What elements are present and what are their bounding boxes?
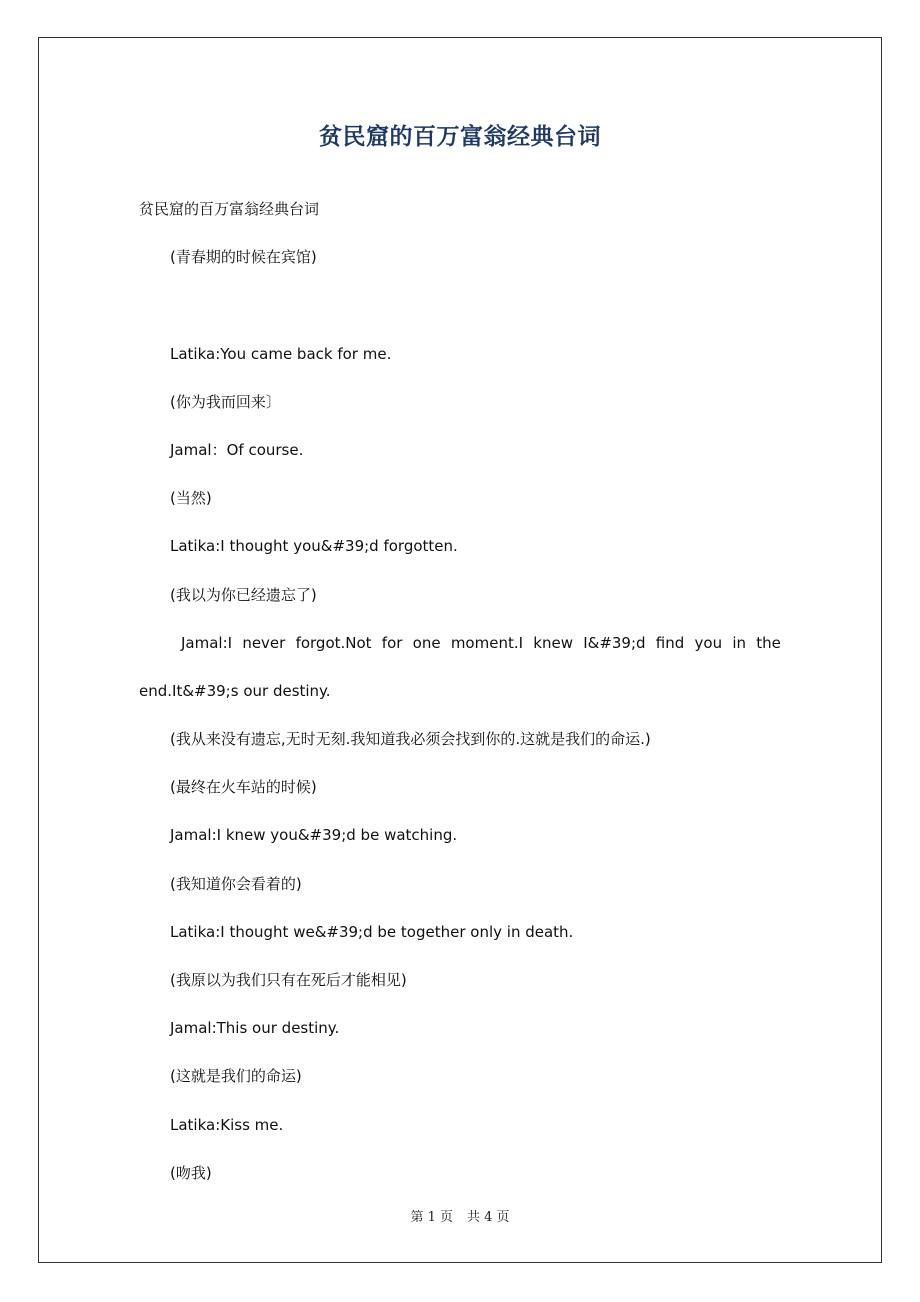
document-body [139, 197, 781, 1209]
page-number: 第 1 页 [410, 1210, 453, 1225]
paragraph-word: in [732, 633, 746, 652]
body-line: (青春期的时候在宾馆) [170, 248, 317, 267]
document-title: 贫民窟的百万富翁经典台词 [319, 124, 601, 150]
paragraph-first-line [139, 631, 781, 655]
body-line: (吻我) [170, 1163, 212, 1182]
body-line: (最终在火车站的时候) [170, 778, 317, 797]
body-line: Latika:I thought we&#39;d be together only in death. [170, 922, 574, 941]
body-line: (这就是我们的命运) [170, 1067, 302, 1086]
body-line: (当然) [170, 489, 212, 508]
paragraph-word: never [242, 633, 286, 652]
body-line: (我从来没有遗忘,无时无刻.我知道我必须会找到你的.这就是我们的命运.) [170, 730, 651, 749]
blank-line [139, 293, 781, 317]
paragraph-word: the [756, 633, 781, 652]
body-line: Latika:You came back for me. [170, 344, 392, 363]
body-line: Jamal：Of course. [170, 440, 304, 459]
body-line: Jamal:This our destiny. [170, 1019, 340, 1038]
body-line: Jamal:I knew you&#39;d be watching. [170, 826, 458, 845]
body-line: (我知道你会看着的) [170, 874, 302, 893]
paragraph-word: Jamal:I [181, 633, 233, 652]
paragraph-word: forgot.Not [295, 633, 372, 652]
body-line: Latika:Kiss me. [170, 1115, 284, 1134]
paragraph-word: find [655, 633, 685, 652]
body-line: (我以为你已经遗忘了) [170, 585, 317, 604]
page-total: 共 4 页 [467, 1210, 510, 1225]
paragraph-word: I&#39;d [583, 633, 646, 652]
body-line: Latika:I thought you&#39;d forgotten. [170, 537, 458, 556]
body-line: 贫民窟的百万富翁经典台词 [139, 200, 320, 218]
paragraph-word: for [381, 633, 403, 652]
page-footer [0, 1206, 920, 1225]
paragraph-second-line: end.It&#39;s our destiny. [139, 681, 331, 700]
paragraph-word: one [412, 633, 441, 652]
paragraph-word: knew [533, 633, 573, 652]
body-line: (我原以为我们只有在死后才能相见) [170, 971, 407, 989]
paragraph-word: moment.I [450, 633, 524, 652]
body-line: (你为我而回来〕 [170, 392, 281, 411]
paragraph-word: you [694, 633, 723, 652]
